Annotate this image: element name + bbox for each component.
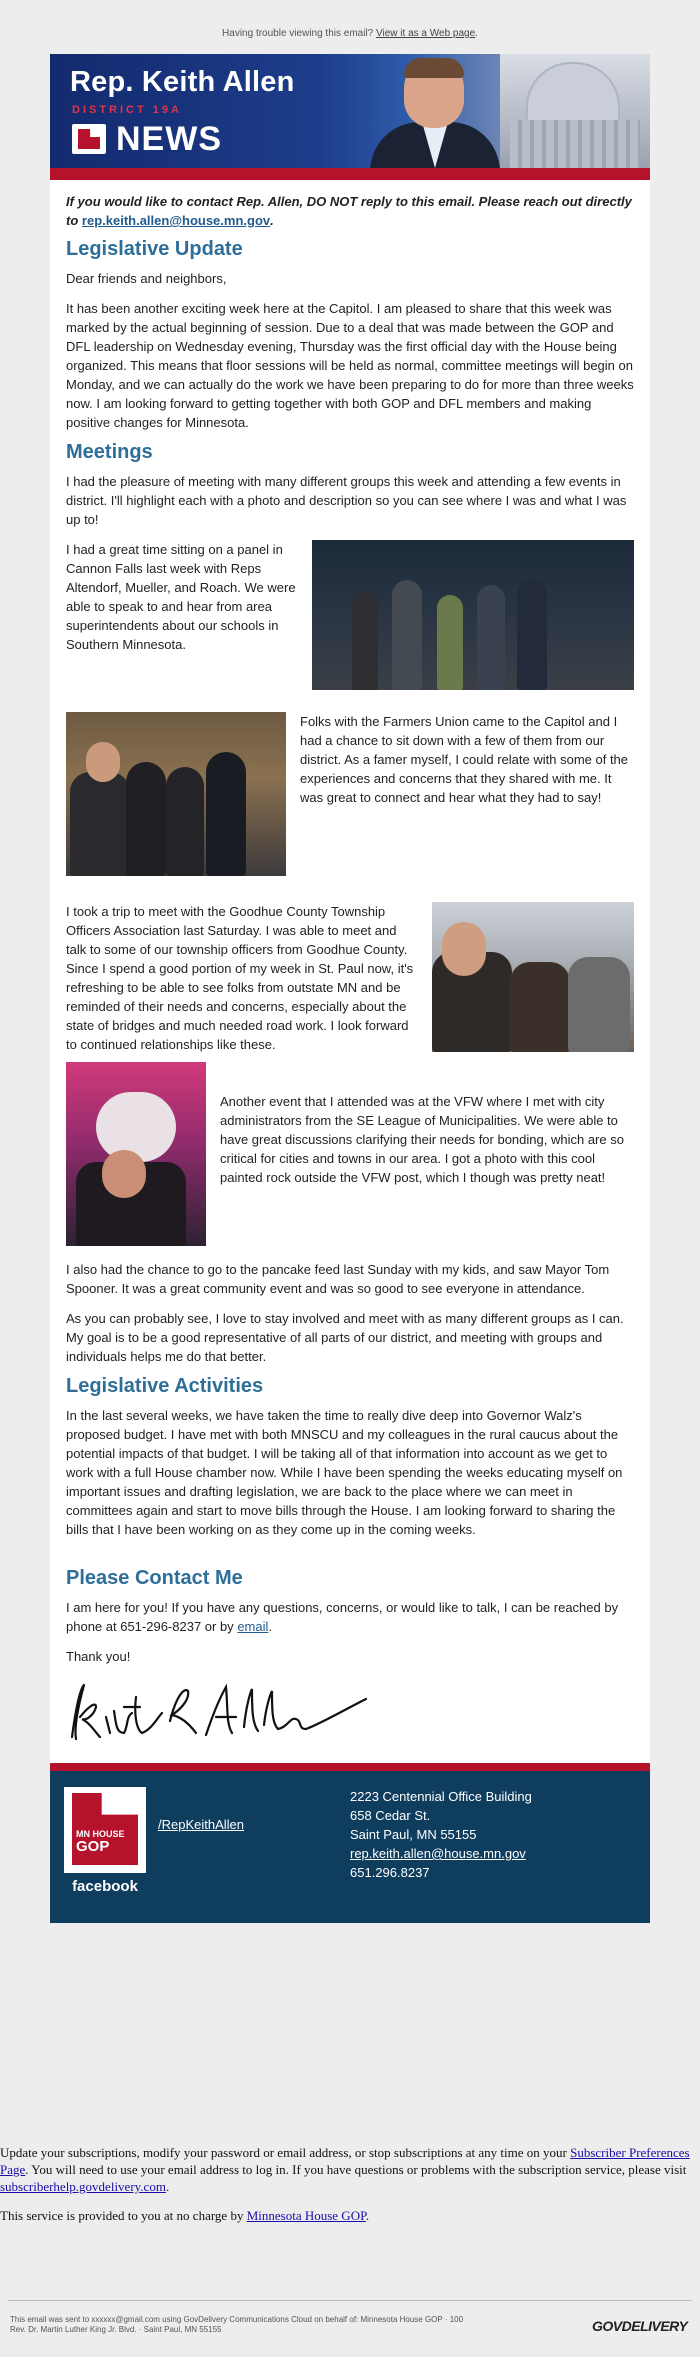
- signature-image: [66, 1677, 634, 1751]
- legislative-update-heading: Legislative Update: [66, 238, 243, 260]
- subscriber-preferences-link[interactable]: Subscriber Preferences Page: [0, 2145, 690, 2177]
- logo-big-text: GOP: [76, 1838, 110, 1855]
- contact-note-text: If you would like to contact Rep. Allen, DO NOT reply to this email. Please reach out directly to: [66, 194, 632, 228]
- banner-news: NEWS: [116, 120, 222, 158]
- sent-to-line: This email was sent to xxxxxx@gmail.com using GovDelivery Communications Cloud on behalf of: Minnesota House GOP · 100: [10, 2315, 464, 2324]
- subscriber-help-link[interactable]: subscriberhelp.govdelivery.com: [0, 2179, 166, 2194]
- subscription-text: [0, 2144, 700, 2195]
- contact-email-link[interactable]: rep.keith.allen@house.mn.gov: [81, 213, 271, 228]
- mn-house-gop-icon: [64, 1787, 146, 1873]
- subs-text-b: . You will need to use your email address to log in. If you have questions or problems with the subscription service, please visit: [25, 2162, 687, 2177]
- contact-body-end: .: [268, 1619, 273, 1634]
- view-web-link[interactable]: View it as a Web page: [376, 28, 476, 39]
- govdelivery-logo[interactable]: [592, 2318, 687, 2334]
- banner-stripe: [50, 168, 650, 180]
- minnesota-house-gop-link[interactable]: Minnesota House GOP: [246, 2208, 366, 2223]
- subs-text-end: .: [165, 2179, 170, 2194]
- service-text: This service is provided to you at no charge by: [0, 2208, 244, 2223]
- legislative-activities-heading: Legislative Activities: [66, 1375, 264, 1397]
- subs-text-a: Update your subscriptions, modify your password or email address, or stop subscriptions at any time on your: [0, 2145, 567, 2160]
- rep-portrait: [370, 58, 500, 168]
- thanks: Thank you!: [66, 1649, 131, 1664]
- footer-phone: 651.296.8237: [350, 1865, 430, 1880]
- contact-heading: Please Contact Me: [66, 1567, 243, 1589]
- township-officers-photo: [432, 902, 634, 1052]
- banner-title: Rep. Keith Allen: [70, 66, 295, 98]
- address-line: Saint Paul, MN 55155: [350, 1827, 477, 1842]
- govdelivery-text: GOVDELIVERY: [592, 2318, 688, 2334]
- view-web-text: Having trouble viewing this email?: [222, 28, 374, 39]
- office-address: [350, 1787, 532, 1882]
- view-web-suffix: .: [475, 28, 478, 39]
- footer-email-link[interactable]: rep.keith.allen@house.mn.gov: [350, 1846, 526, 1861]
- address-line: 2223 Centennial Office Building: [350, 1789, 532, 1804]
- meeting-text: I had a great time sitting on a panel in Cannon Falls last week with Reps Altendorf, Mueller, and Roach. We were able to speak to and hear from area superintendents about our schools in Southern Minnesota.: [66, 542, 296, 652]
- address-line: 658 Cedar St.: [350, 1808, 431, 1823]
- view-web-note: [0, 0, 700, 52]
- sent-to-address: Rev. Dr. Martin Luther King Jr. Blvd. · Saint Paul, MN 55155: [10, 2325, 222, 2334]
- meeting-item: [66, 1062, 634, 1246]
- divider: [8, 2300, 692, 2301]
- subscription-info: [0, 2144, 700, 2236]
- email-card: [50, 54, 650, 1923]
- meeting-item: [66, 540, 634, 690]
- meeting-text: Folks with the Farmers Union came to the Capitol and I had a chance to sit down with a few of them from our district. As a famer myself, I could relate with some of the experiences and concerns that they shared with me. It was great to connect and hear what they had to say!: [300, 714, 629, 805]
- pancake-feed-text: I also had the chance to go to the pancake feed last Sunday with my kids, and saw Mayor Tom Spooner. It was a great community event and was so good to see everyone in attendance.: [66, 1262, 610, 1296]
- meetings-heading: Meetings: [66, 441, 153, 463]
- meetings-intro: I had the pleasure of meeting with many different groups this week and attending a few events in district. I'll highlight each with a photo and description so you can see where I was and what I was up to!: [66, 474, 627, 527]
- footer-stripe: [50, 1763, 650, 1771]
- service-provider-text: [0, 2207, 700, 2224]
- sent-to-note: [10, 2315, 610, 2335]
- email-body: [50, 180, 650, 1751]
- facebook-label: facebook: [72, 1878, 138, 1895]
- legislative-update-body: It has been another exciting week here at the Capitol. I am pleased to share that this week was marked by the actual beginning of session. Due to a deal that was made between the GOP and DFL leadership on Wednesday evening, Thursday was the first official day with the House being organized. This means that floor sessions will be held as normal, committee meetings will begin on Monday, and we can actually do the work we have been preparing to do for more than three weeks now. I am looking forward to getting together with both GOP and DFL members and making positive changes for Minnesota.: [66, 301, 634, 430]
- contact-email-link-2[interactable]: email: [237, 1619, 269, 1634]
- capitol-image: [500, 54, 650, 168]
- legislative-activities-body: In the last several weeks, we have taken the time to really dive deep into Governor Walz's proposed budget. I have met with both MNSCU and my colleagues in the rural caucus about the potential impacts of that budget. I will be taking all of that information into account as we get to work with a full House chamber now. While I have been spending the weeks educating myself on important issues and drafting legislation, we are back to the place where we can meet in committees again and start to move bills through the House. I am looking forward to sharing the bills that I have been working on as they come up in the coming weeks.: [66, 1408, 623, 1537]
- meeting-item: [66, 712, 634, 876]
- meetings-closing: As you can probably see, I love to stay involved and meet with as many different groups as I can. My goal is to be a good representative of all parts of our district, and meeting with groups and individuals helps me do that better.: [66, 1311, 624, 1364]
- panel-photo: [312, 540, 634, 690]
- footer: [50, 1771, 650, 1923]
- header-banner: [50, 54, 650, 180]
- facebook-logo[interactable]: [64, 1787, 146, 1899]
- gop-logo-icon: [72, 124, 106, 154]
- facebook-handle-link[interactable]: /RepKeithAllen: [158, 1817, 244, 1832]
- meeting-item: [66, 902, 634, 1054]
- farmers-union-photo: [66, 712, 286, 876]
- contact-note: [66, 192, 634, 230]
- contact-note-end: .: [270, 213, 274, 228]
- greeting: Dear friends and neighbors,: [66, 271, 227, 286]
- contact-body-text: I am here for you! If you have any questions, concerns, or would like to talk, I can be reached by phone at 651-296-8237 or by: [66, 1600, 619, 1634]
- banner-district: DISTRICT 19A: [72, 104, 182, 116]
- meeting-text: Another event that I attended was at the VFW where I met with city administrators from the SE League of Municipalities. We were able to have great discussions clarifying their needs for bonding, which are so critical for cities and towns in our area. I got a photo with this cool painted rock outside the VFW post, which I though was pretty neat!: [220, 1094, 624, 1185]
- logo-small-text: MN HOUSE: [76, 1829, 125, 1839]
- service-text-end: .: [365, 2208, 370, 2223]
- vfw-rock-photo: [66, 1062, 206, 1246]
- meeting-text: I took a trip to meet with the Goodhue County Township Officers Association last Saturday. I was able to meet and talk to some of our township officers from Goodhue County. Since I spend a good portion of my week in St. Paul now, it's refreshing to be able to see folks from outstate MN and be reminded of their needs and concerns, especially about the state of bridges and much needed road work. I look forward to continued relationships like these.: [66, 904, 414, 1052]
- contact-body: [66, 1598, 634, 1636]
